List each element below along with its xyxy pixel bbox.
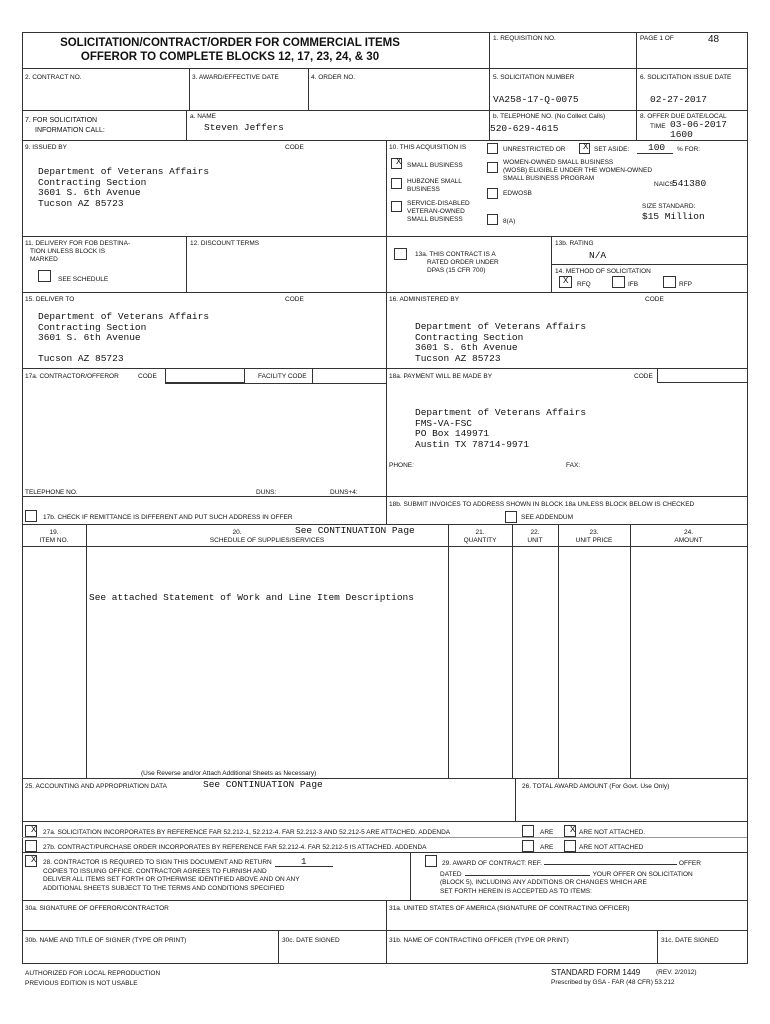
signature-offeror-field[interactable] [23, 913, 385, 929]
issued-by-label: 9. ISSUED BY [25, 144, 67, 151]
payment-address [415, 408, 586, 450]
telephone-field[interactable]: 520-629-4615 [490, 123, 559, 134]
29-line1 [442, 858, 701, 869]
signer-date-label: 30c. DATE SIGNED [282, 937, 340, 944]
sdvosb-line1: SERVICE-DISABLED [407, 200, 470, 207]
discount-terms-label: 12. DISCOUNT TERMS [190, 240, 260, 247]
administered-by-label: 16. ADMINISTERED BY [389, 296, 460, 303]
8a-checkbox[interactable] [487, 214, 498, 225]
col-amount-header [630, 529, 747, 545]
for-solicitation-line2: INFORMATION CALL: [35, 127, 105, 134]
signature-officer-field[interactable] [387, 913, 746, 929]
29-line4: SET FORTH HEREIN IS ACCEPTED AS TO ITEMS: [440, 887, 592, 895]
col-24-title: AMOUNT [674, 537, 703, 544]
footer-revision: (REV. 2/2012) [656, 969, 697, 976]
acquisition-label: 10. THIS ACQUISITION IS [389, 144, 467, 151]
administered-by-line: 3601 S. 6th Avenue [415, 342, 518, 353]
deliver-to-code-label: CODE [285, 296, 304, 303]
set-aside-check-mark: X [583, 142, 589, 152]
footer-previous-edition: PREVIOUS EDITION IS NOT USABLE [25, 980, 138, 987]
see-addendum-checkbox[interactable] [505, 511, 517, 523]
rated-order-line3: DPAS (15 CFR 700) [427, 267, 486, 274]
27b-checkbox[interactable] [25, 840, 37, 852]
accounting-value: See CONTINUATION Page [203, 779, 323, 790]
delivery-fob-line2: TION UNLESS BLOCK IS [30, 248, 106, 255]
page-label: PAGE 1 OF [640, 35, 674, 42]
28-label [43, 858, 333, 893]
ifb-label: IFB [628, 281, 639, 288]
duns4-label: DUNS+4: [330, 489, 358, 496]
contractor-code-label: CODE [138, 373, 157, 380]
sdvosb-line2: VETERAN-OWNED [407, 208, 465, 215]
payment-line: FMS-VA-FSC [415, 417, 473, 429]
schedule-body-text: See attached Statement of Work and Line Item Descriptions [89, 592, 414, 603]
name-label: a. NAME [190, 113, 217, 120]
deliver-to-label: 15. DELIVER TO [25, 296, 75, 303]
copies-value: 1 [301, 857, 307, 867]
issue-date-field[interactable]: 02-27-2017 [650, 94, 708, 105]
form-title-line2: OFFEROR TO COMPLETE BLOCKS 12, 17, 23, 24, & 30 [80, 51, 380, 63]
solicitation-no-field[interactable]: VA258-17-Q-0075 [493, 94, 579, 105]
28-line1-text: 28. CONTRACTOR IS REQUIRED TO SIGN THIS DOCUMENT AND RETURN [43, 859, 272, 866]
contact-name-field[interactable]: Steven Jeffers [204, 122, 284, 133]
hubzone-line1: HUBZONE SMALL [407, 178, 462, 185]
payment-fax-label: FAX: [566, 462, 581, 469]
signer-name-label: 30b. NAME AND TITLE OF SIGNER (TYPE OR PRINT) [25, 937, 187, 944]
unrestricted-label: UNRESTRICTED OR [503, 146, 566, 153]
footer-prescribed: Prescribed by GSA - FAR (48 CFR) 53.212 [551, 979, 675, 986]
deliver-to-line: 3601 S. 6th Avenue [38, 332, 141, 343]
delivery-fob-line1: 11. DELIVERY FOR FOB DESTINA- [25, 240, 131, 247]
wosb-line2: (WOSB) ELIGIBLE UNDER THE WOMEN-OWNED [503, 167, 653, 174]
27a-are-not-check-mark: X [570, 825, 576, 835]
rated-order-line1: 13a. THIS CONTRACT IS A [415, 251, 496, 258]
size-standard-label: SIZE STANDARD: [642, 203, 696, 210]
payment-code-field[interactable] [657, 369, 747, 383]
wosb-line1: WOMEN-OWNED SMALL BUSINESS [503, 159, 614, 166]
copies-field[interactable] [275, 858, 333, 867]
unrestricted-checkbox[interactable] [487, 143, 498, 154]
27a-are-label: ARE [540, 829, 554, 836]
issued-by-line: Contracting Section [38, 176, 147, 188]
edwosb-checkbox[interactable] [487, 188, 498, 199]
rated-order-checkbox[interactable] [394, 248, 407, 260]
28-line1 [43, 858, 333, 868]
col-quantity-header [448, 529, 512, 545]
signature-offeror-label: 30a. SIGNATURE OF OFFEROR/CONTRACTOR [25, 905, 169, 912]
your-offer-label: YOUR OFFER ON SOLICITATION [592, 870, 693, 878]
delivery-fob-line3: MARKED [30, 256, 58, 263]
dated-label: DATED [440, 870, 462, 878]
facility-code-field[interactable] [312, 369, 386, 383]
sdvosb-checkbox[interactable] [391, 201, 402, 212]
pct-for-label: % FOR: [677, 146, 701, 153]
telephone-label: b. TELEPHONE NO. (No Collect Calls) [493, 113, 606, 120]
hubzone-label [407, 178, 462, 194]
form-title-line1: SOLICITATION/CONTRACT/ORDER FOR COMMERCIAL ITEMS [60, 37, 400, 49]
for-solicitation-line1: 7. FOR SOLICITATION [25, 117, 98, 124]
deliver-to-line: Contracting Section [38, 321, 147, 333]
col-item-no-header [22, 529, 86, 545]
naics-field[interactable]: 541380 [672, 178, 707, 189]
schedule-continuation: See CONTINUATION Page [295, 525, 415, 536]
administered-by-line: Tucson AZ 85723 [415, 352, 501, 364]
order-no-label: 4. ORDER NO. [311, 74, 356, 81]
dated-field[interactable] [465, 869, 590, 876]
footer-form-name: STANDARD FORM 1449 [551, 968, 641, 977]
rfp-checkbox[interactable] [663, 276, 676, 288]
signature-officer-label: 31a. UNITED STATES OF AMERICA (SIGNATURE OF CONTRACTING OFFICER) [389, 905, 630, 912]
28-check-mark: X [31, 855, 37, 865]
col-unit-price-header [558, 529, 630, 545]
col-20-number: 20. [232, 529, 242, 536]
27b-are-not-checkbox[interactable] [564, 840, 576, 852]
rfq-check-mark: X [563, 276, 569, 286]
contractor-label: 17a. CONTRACTOR/OFFEROR [25, 373, 119, 380]
issued-by-address [38, 167, 209, 209]
col-23-number: 23. [589, 529, 599, 536]
see-addendum-label: SEE ADDENDUM [521, 514, 574, 521]
issued-by-line: Department of Veterans Affairs [38, 166, 210, 177]
size-standard-field[interactable]: $15 Million [642, 211, 705, 222]
payment-line: Department of Veterans Affairs [415, 407, 587, 418]
footer-authorized: AUTHORIZED FOR LOCAL REPRODUCTION [25, 970, 161, 977]
wosb-line3: SMALL BUSINESS PROGRAM [503, 175, 595, 182]
remittance-checkbox[interactable] [25, 510, 37, 522]
offer-due-label: 8. OFFER DUE DATE/LOCAL [640, 113, 727, 120]
contract-no-label: 2. CONTRACT NO. [25, 74, 82, 81]
col-22-title: UNIT [527, 537, 543, 544]
27b-label: 27b. CONTRACT/PURCHASE ORDER INCORPORATES BY REFERENCE FAR 52.212-4. FAR 52.212-5 IS ATTACHED. ADDENDA [43, 844, 427, 851]
rating-field[interactable]: N/A [589, 250, 607, 261]
duns-label: DUNS: [256, 489, 277, 496]
payment-code-label: CODE [634, 373, 653, 380]
small-business-check-mark: X [396, 157, 402, 167]
28-line4: ADDITIONAL SHEETS SUBJECT TO THE TERMS AND CONDITIONS SPECIFIED [43, 884, 285, 892]
offer-due-time-field[interactable]: 1600 [670, 129, 693, 140]
administered-by-address [415, 322, 586, 364]
rated-order-label [415, 251, 499, 275]
remittance-label: 17b. CHECK IF REMITTANCE IS DIFFERENT AND PUT SUCH ADDRESS IN OFFER [43, 514, 293, 521]
ifb-checkbox[interactable] [612, 276, 625, 288]
issued-by-line: 3601 S. 6th Avenue [38, 187, 141, 198]
offer-label: OFFER [678, 860, 701, 867]
time-label: TIME [650, 123, 666, 130]
ref-field[interactable] [544, 858, 677, 865]
facility-code-label: FACILITY CODE [258, 373, 307, 380]
see-schedule-label: SEE SCHEDULE [58, 276, 109, 283]
rating-label: 13b. RATING [555, 240, 594, 247]
27a-are-checkbox[interactable] [522, 825, 534, 837]
officer-name-label: 31b. NAME OF CONTRACTING OFFICER (TYPE OR PRINT) [389, 937, 569, 944]
27b-are-not-label: ARE NOT ATTACHED [579, 844, 644, 851]
col-23-title: UNIT PRICE [575, 537, 613, 544]
col-21-title: QUANTITY [463, 537, 497, 544]
small-business-label: SMALL BUSINESS [407, 162, 463, 169]
27b-are-checkbox[interactable] [522, 840, 534, 852]
29-line1-text: 29. AWARD OF CONTRACT: REF. [442, 860, 542, 867]
col-unit-header [512, 529, 558, 545]
deliver-to-line: Department of Veterans Affairs [38, 311, 210, 322]
administered-by-code-label: CODE [645, 296, 664, 303]
col-19-number: 19. [49, 529, 59, 536]
payment-line: PO Box 149971 [415, 428, 490, 439]
col-21-number: 21. [475, 529, 485, 536]
administered-by-line: Contracting Section [415, 331, 524, 343]
offer-due-date-field[interactable]: 03-06-2017 [670, 119, 728, 130]
29-line3: (BLOCK 5), INCLUDING ANY ADDITIONS OR CHANGES WHICH ARE [440, 879, 647, 887]
payment-label: 18a. PAYMENT WILL BE MADE BY [389, 373, 493, 380]
wosb-checkbox[interactable] [487, 162, 498, 173]
edwosb-label: EDWOSB [503, 190, 532, 197]
8a-label: 8(A) [503, 218, 516, 225]
see-schedule-checkbox[interactable] [38, 270, 51, 282]
solicitation-no-label: 5. SOLICITATION NUMBER [493, 74, 575, 81]
award-date-label: 3. AWARD/EFFECTIVE DATE [192, 74, 279, 81]
29-label [442, 858, 701, 896]
delivery-fob-label [25, 240, 130, 264]
hubzone-checkbox[interactable] [391, 178, 402, 189]
rated-order-line2: RATED ORDER UNDER [427, 259, 499, 266]
method-label: 14. METHOD OF SOLICITATION [555, 268, 651, 275]
27a-are-not-label: ARE NOT ATTACHED. [579, 829, 646, 836]
submit-invoices-label: 18b. SUBMIT INVOICES TO ADDRESS SHOWN IN BLOCK 18a UNLESS BLOCK BELOW IS CHECKED [389, 501, 695, 508]
form-title [40, 36, 420, 64]
hubzone-line2: BUSINESS [407, 186, 440, 193]
reverse-note: (Use Reverse and/or Attach Additional Sheets as Necessary) [141, 770, 317, 777]
accounting-label: 25. ACCOUNTING AND APPROPRIATION DATA [25, 783, 167, 790]
total-award-label: 26. TOTAL AWARD AMOUNT (For Govt. Use Only) [522, 783, 670, 790]
set-aside-label: SET ASIDE: [594, 146, 630, 153]
27a-label: 27a. SOLICITATION INCORPORATES BY REFERENCE FAR 52.212-1, 52.212-4. FAR 52.212-3 AND 52.212-5 ARE ATTACHED. ADDENDA [43, 829, 451, 836]
28-line2: COPIES TO ISSUING OFFICE. CONTRACTOR AGREES TO FURNISH AND [43, 867, 267, 875]
col-19-title: ITEM NO. [39, 537, 69, 544]
col-20-title: SCHEDULE OF SUPPLIES/SERVICES [209, 537, 325, 544]
issued-by-line: Tucson AZ 85723 [38, 197, 124, 209]
sdvosb-line3: SMALL BUSINESS [407, 216, 463, 223]
issue-date-label: 6. SOLICITATION ISSUE DATE [640, 74, 732, 81]
rfp-label: RFP [679, 281, 692, 288]
wosb-label [503, 159, 652, 183]
administered-by-line: Department of Veterans Affairs [415, 321, 587, 332]
sdvosb-label [407, 200, 470, 224]
rfq-label: RFQ [577, 281, 591, 288]
col-24-number: 24. [683, 529, 694, 536]
for-solicitation-label [25, 116, 105, 136]
page-total: 48 [708, 34, 720, 45]
issued-by-code-label: CODE [285, 144, 304, 151]
set-aside-pct-value: 100 [648, 142, 666, 153]
telephone-no-label: TELEPHONE NO. [25, 489, 78, 496]
contractor-code-field[interactable] [165, 369, 245, 383]
officer-date-label: 31c. DATE SIGNED [661, 937, 719, 944]
requisition-label: 1. REQUISITION NO. [493, 35, 556, 42]
deliver-to-line: Tucson AZ 85723 [38, 353, 124, 364]
29-line2 [440, 869, 701, 880]
payment-line: Austin TX 78714-9971 [415, 438, 530, 450]
27b-are-label: ARE [540, 844, 554, 851]
deliver-to-address [38, 312, 209, 365]
naics-label: NAICS: [654, 181, 676, 188]
payment-phone-label: PHONE: [389, 462, 414, 469]
footer-left [25, 969, 160, 989]
27a-check-mark: X [31, 825, 37, 835]
col-22-number: 22. [530, 529, 540, 536]
28-line3: DELIVER ALL ITEMS SET FORTH OR OTHERWISE IDENTIFIED ABOVE AND ON ANY [43, 876, 300, 884]
29-checkbox[interactable] [425, 855, 437, 867]
